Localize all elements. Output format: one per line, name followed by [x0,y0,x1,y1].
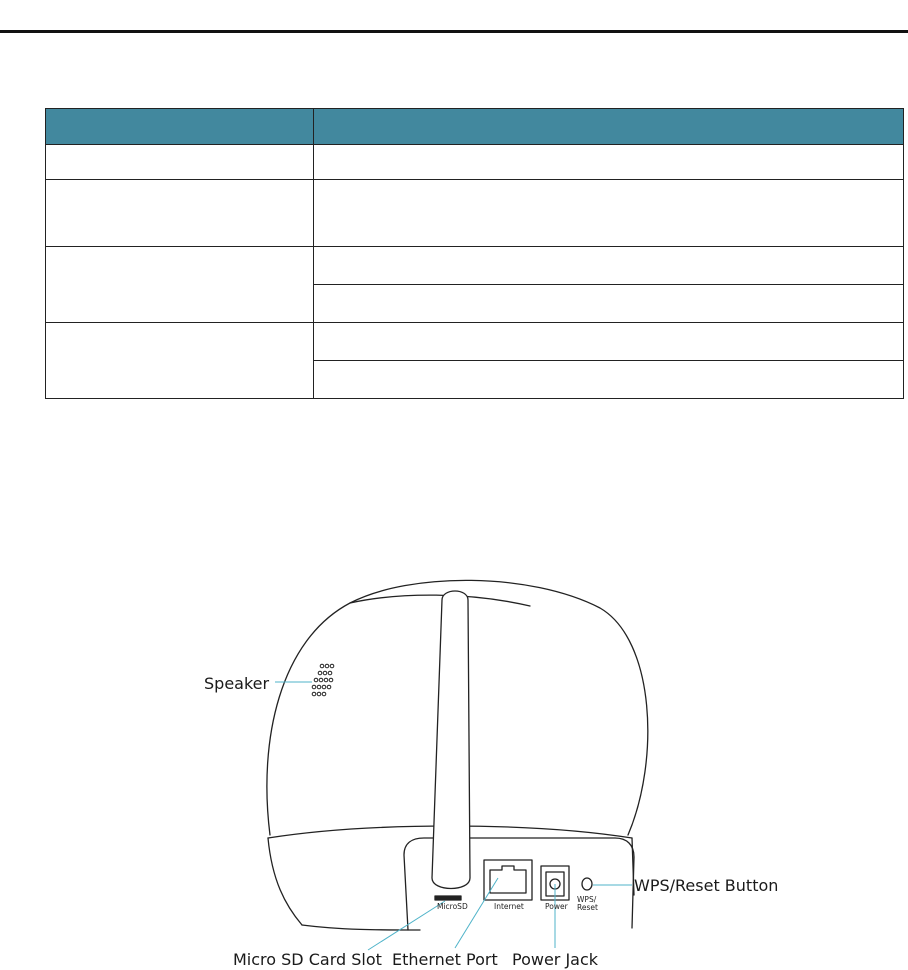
table-cell [46,145,314,180]
table-cell [314,361,904,399]
table-row [46,180,904,247]
ethernet-callout-line [455,878,498,948]
wps-callout-label: WPS/Reset Button [634,876,779,895]
table-cell [314,145,904,180]
ethernet-port-socket [490,866,526,893]
microsd-slot [435,896,461,900]
camera-rear-figure [180,575,800,970]
table-header-cell-1 [46,109,314,145]
table-cell [314,180,904,247]
table-row [46,323,904,361]
table-cell [314,285,904,323]
ethernet-callout-label: Ethernet Port [392,950,498,969]
microsd-port-label: MicroSD [437,902,468,911]
table-header-row [46,109,904,145]
table-cell [46,180,314,247]
antenna [432,591,470,889]
table-row [46,247,904,285]
table-header-cell-2 [314,109,904,145]
table-cell [46,247,314,323]
wps-button [582,878,592,890]
microsd-callout-label: Micro SD Card Slot [233,950,382,969]
camera-base-left [268,838,302,925]
power-port-label: Power [545,902,568,911]
table-cell [314,323,904,361]
internet-port-label: Internet [494,902,524,911]
speaker-callout-label: Speaker [204,674,270,693]
table-cell [46,323,314,399]
speaker-grille [312,664,334,696]
power-callout-label: Power Jack [512,950,599,969]
wps-port-label-line1: WPS/ [577,895,597,904]
camera-base-bottom [302,925,420,930]
top-rule [0,30,908,33]
spec-table [45,108,904,399]
wps-port-label-line2: Reset [577,903,598,912]
table-row [46,145,904,180]
camera-top-arc [350,595,530,606]
table-cell [314,247,904,285]
